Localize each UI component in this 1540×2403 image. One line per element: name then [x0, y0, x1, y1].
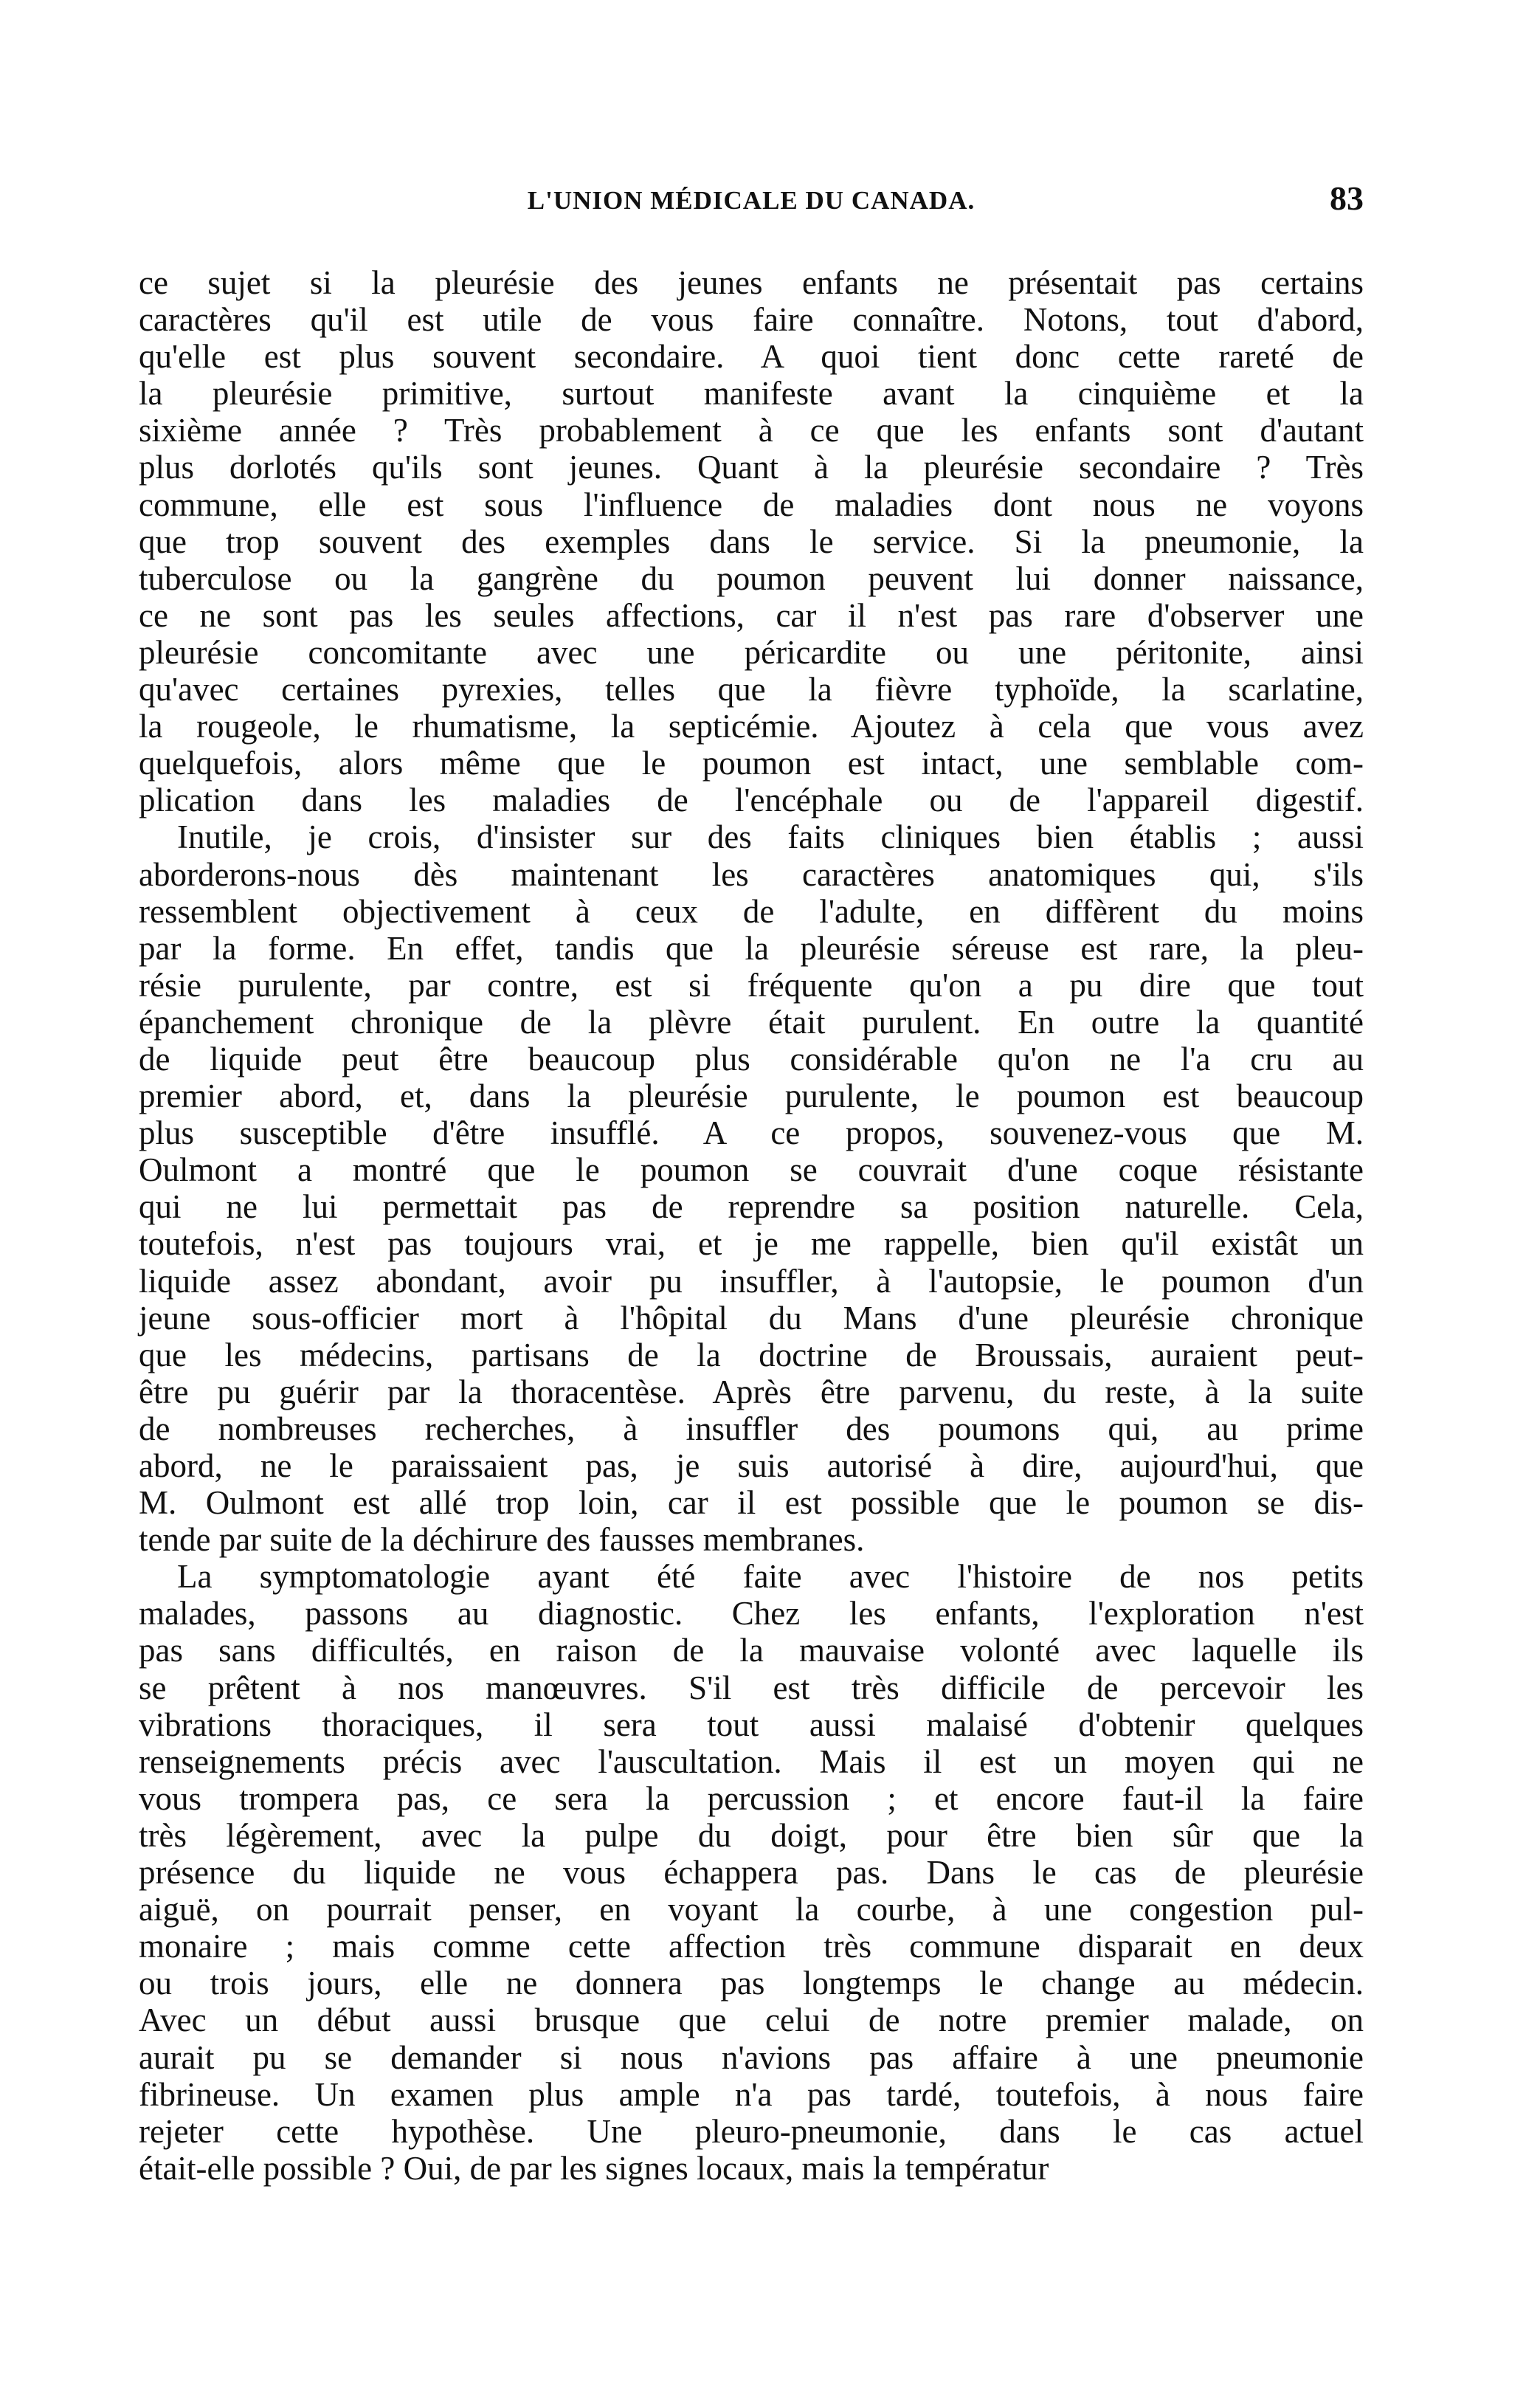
text-line: résie purulente, par contre, est si fréquente qu'on a pu dire que tout — [139, 966, 1364, 1004]
text-line: pleurésie concomitante avec une péricardite ou une péritonite, ainsi — [139, 633, 1364, 671]
paragraph — [139, 1558, 1364, 2187]
page-number: 83 — [1330, 179, 1364, 217]
text-line: ce ne sont pas les seules affections, car il n'est pas rare d'observer une — [139, 596, 1364, 634]
text-line: premier abord, et, dans la pleurésie purulente, le poumon est beaucoup — [139, 1078, 1364, 1115]
text-line: était-elle possible ? Oui, de par les signes locaux, mais la températur — [139, 2149, 1049, 2187]
text-line: aborderons-nous dès maintenant les caractères anatomiques qui, s'ils — [139, 855, 1364, 893]
text-line: malades, passons au diagnostic. Chez les enfants, l'exploration n'est — [139, 1595, 1364, 1633]
text-line: ressemblent objectivement à ceux de l'adulte, en diffèrent du moins — [139, 892, 1364, 930]
text-line: que trop souvent des exemples dans le service. Si la pneumonie, la — [139, 523, 1364, 560]
text-line: être pu guérir par la thoracentèse. Après être parvenu, du reste, à la suite — [139, 1373, 1364, 1410]
text-line: vibrations thoraciques, il sera tout aussi malaisé d'obtenir quelques — [139, 1706, 1364, 1743]
paragraph — [139, 818, 1364, 1558]
text-line: de nombreuses recherches, à insuffler des poumons qui, au prime — [139, 1410, 1364, 1447]
text-line: plication dans les maladies de l'encéphale ou de l'appareil digestif. — [139, 782, 1364, 819]
text-line: abord, ne le paraissaient pas, je suis autorisé à dire, aujourd'hui, que — [139, 1447, 1364, 1484]
text-line: présence du liquide ne vous échappera pas. Dans le cas de pleurésie — [139, 1854, 1364, 1892]
text-line: Avec un début aussi brusque que celui de notre premier malade, on — [139, 2002, 1364, 2039]
text-line: ou trois jours, elle ne donnera pas longtemps le change au médecin. — [139, 1965, 1364, 2002]
text-line: par la forme. En effet, tandis que la pleurésie séreuse est rare, la pleu- — [139, 929, 1364, 967]
text-line: toutefois, n'est pas toujours vrai, et je me rappelle, bien qu'il existât un — [139, 1225, 1364, 1263]
text-line: vous trompera pas, ce sera la percussion ; et encore faut-il la faire — [139, 1779, 1364, 1817]
text-line: La symptomatologie ayant été faite avec l'histoire de nos petits — [177, 1558, 1364, 1596]
text-line: aiguë, on pourrait penser, en voyant la courbe, à une congestion pul- — [139, 1891, 1364, 1928]
text-line: monaire ; mais comme cette affection très commune disparait en deux — [139, 1928, 1364, 1965]
text-line: commune, elle est sous l'influence de maladies dont nous ne voyons — [139, 486, 1364, 523]
text-line: qu'avec certaines pyrexies, telles que la fièvre typhoïde, la scarlatine, — [139, 671, 1364, 709]
text-line: se prêtent à nos manœuvres. S'il est très difficile de percevoir les — [139, 1669, 1364, 1706]
text-line: fibrineuse. Un examen plus ample n'a pas tardé, toutefois, à nous faire — [139, 2075, 1364, 2113]
text-line: M. Oulmont est allé trop loin, car il est possible que le poumon se dis- — [139, 1484, 1364, 1522]
text-line: caractères qu'il est utile de vous faire connaître. Notons, tout d'abord, — [139, 301, 1364, 339]
running-title: L'UNION MÉDICALE DU CANADA. — [527, 186, 976, 215]
text-line: sixième année ? Très probablement à ce que les enfants sont d'autant — [139, 412, 1364, 449]
text-line: pas sans difficultés, en raison de la mauvaise volonté avec laquelle ils — [139, 1632, 1364, 1669]
text-line: ce sujet si la pleurésie des jeunes enfants ne présentait pas certains — [139, 264, 1364, 301]
text-line: de liquide peut être beaucoup plus considérable qu'on ne l'a cru au — [139, 1040, 1364, 1078]
text-line: aurait pu se demander si nous n'avions pas affaire à une pneumonie — [139, 2038, 1364, 2076]
text-line: Inutile, je crois, d'insister sur des faits cliniques bien établis ; aussi — [177, 818, 1364, 856]
text-line: que les médecins, partisans de la doctrine de Broussais, auraient peut- — [139, 1336, 1364, 1373]
document-page — [139, 176, 1364, 2187]
text-line: plus dorlotés qu'ils sont jeunes. Quant à la pleurésie secondaire ? Très — [139, 449, 1364, 486]
text-line: la rougeole, le rhumatisme, la septicémie. Ajoutez à cela que vous avez — [139, 708, 1364, 745]
text-line: quelquefois, alors même que le poumon est intact, une semblable com- — [139, 745, 1364, 782]
body-text — [139, 264, 1364, 2187]
text-line: jeune sous-officier mort à l'hôpital du Mans d'une pleurésie chronique — [139, 1299, 1364, 1337]
page-header — [139, 176, 1364, 235]
text-line: qui ne lui permettait pas de reprendre sa position naturelle. Cela, — [139, 1188, 1364, 1226]
text-line: rejeter cette hypothèse. Une pleuro-pneumonie, dans le cas actuel — [139, 2112, 1364, 2150]
text-line: épanchement chronique de la plèvre était purulent. En outre la quantité — [139, 1003, 1364, 1041]
text-line: renseignements précis avec l'auscultation. Mais il est un moyen qui ne — [139, 1742, 1364, 1780]
text-line: tuberculose ou la gangrène du poumon peuvent lui donner naissance, — [139, 559, 1364, 597]
text-line: qu'elle est plus souvent secondaire. A quoi tient donc cette rareté de — [139, 338, 1364, 376]
text-line: la pleurésie primitive, surtout manifeste avant la cinquième et la — [139, 375, 1364, 413]
text-line: tende par suite de la déchirure des fausses membranes. — [139, 1521, 865, 1559]
text-line: très légèrement, avec la pulpe du doigt, pour être bien sûr que la — [139, 1816, 1364, 1854]
text-line: Oulmont a montré que le poumon se couvrait d'une coque résistante — [139, 1151, 1364, 1189]
text-line: liquide assez abondant, avoir pu insuffler, à l'autopsie, le poumon d'un — [139, 1262, 1364, 1300]
paragraph — [139, 264, 1364, 818]
text-line: plus susceptible d'être insufflé. A ce propos, souvenez-vous que M. — [139, 1114, 1364, 1152]
